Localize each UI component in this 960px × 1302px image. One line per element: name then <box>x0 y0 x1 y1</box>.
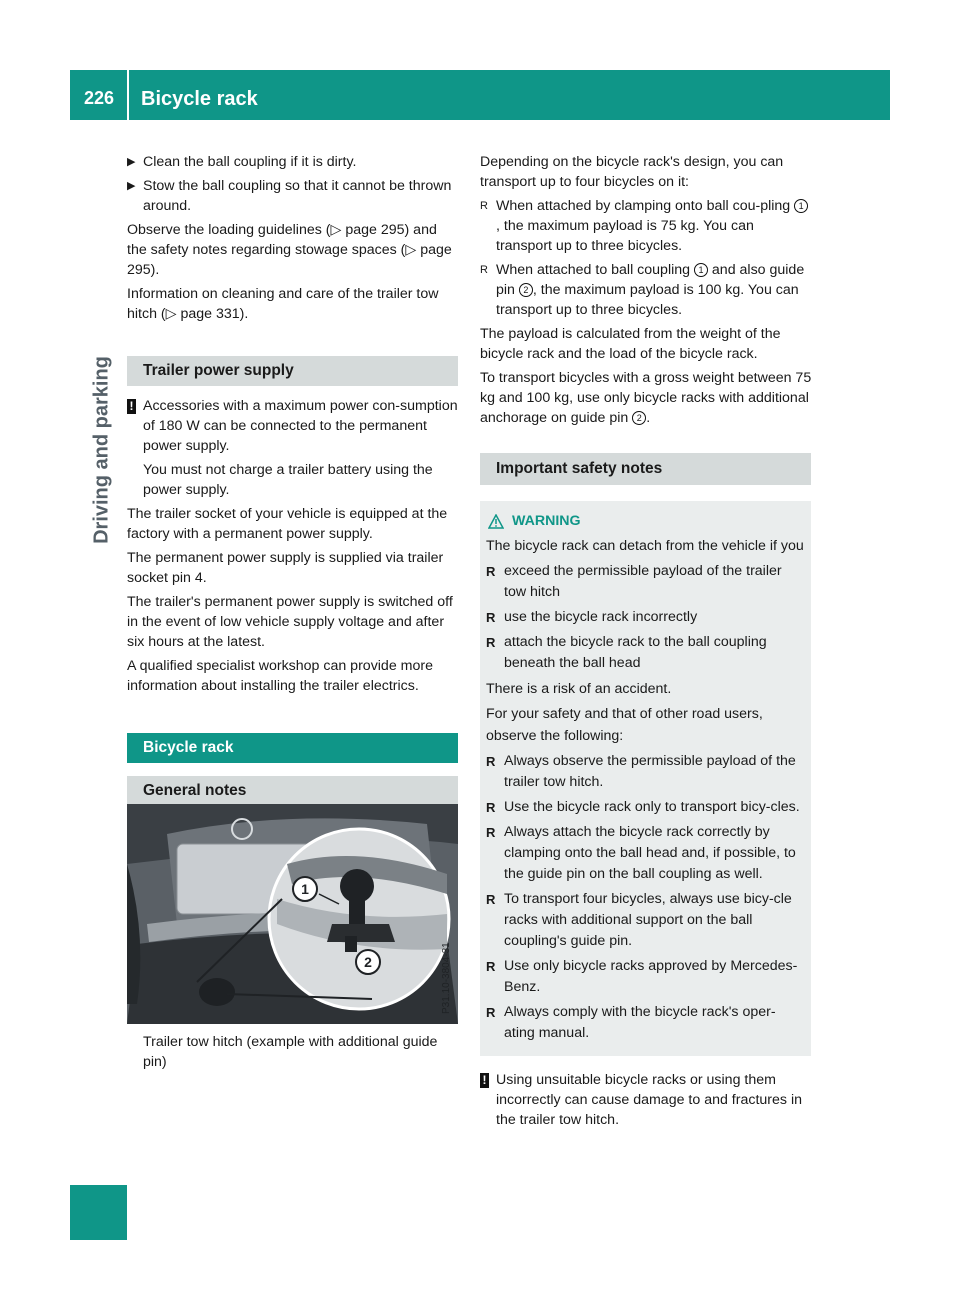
warning-box <box>480 501 811 1056</box>
R-bullet-icon: R <box>486 635 496 650</box>
figure-caption: Trailer tow hitch (example with additional guide pin) <box>143 1034 438 1070</box>
callout-1-icon: 1 <box>694 263 708 277</box>
page-title: Bicycle rack <box>141 88 258 110</box>
warning-intro: The bicycle rack can detach from the vehicle if you <box>486 538 804 554</box>
arrow-right-icon: ▶ <box>127 180 136 192</box>
warning-header <box>486 511 805 531</box>
side-tab-label: Driving and parking <box>90 356 113 544</box>
R-bullet-icon: R <box>480 200 488 212</box>
figure-code: P31.10-3804-31 <box>441 942 452 1014</box>
warning-item: R To transport four bicycles, always use bicy-cle racks with additional support on the ball coupling's guide pin. <box>486 891 792 949</box>
paragraph: The trailer's permanent power supply is switched off in the event of low vehicle supply voltage and after six hours at the latest. <box>127 594 453 650</box>
callout-2: 2 <box>364 954 372 970</box>
warning-item: R Use only bicycle racks approved by Mercedes-Benz. <box>486 958 798 995</box>
warning-item: R Always attach the bicycle rack correctly by clamping onto the ball head and, if possible, to the guide pin on the ball coupling as well. <box>486 824 796 882</box>
safety-section <box>480 453 811 1134</box>
R-bullet-icon: R <box>486 1005 496 1020</box>
R-bullet-icon: R <box>486 800 496 815</box>
note-block: ! Accessories with a maximum power con-sumption of 180 W can be connected to the permanent power supply. <box>127 396 458 456</box>
bicycle-section <box>127 733 458 810</box>
paragraph: The permanent power supply is supplied via trailer socket pin 4. <box>127 550 444 586</box>
warning-item: R use the bicycle rack incorrectly <box>486 607 805 628</box>
R-bullet-icon: R <box>486 564 496 579</box>
final-note: ! Using unsuitable bicycle racks or using them incorrectly can cause damage to and fractures in the trailer tow hitch. <box>480 1070 811 1130</box>
note-text: You must not charge a trailer battery using the power supply. <box>143 462 433 498</box>
bullet-item: R When attached by clamping onto ball cou-pling 1, the maximum payload is 75 kg. You can transport up to three bicycles. <box>480 196 812 256</box>
warning-item: R exceed the permissible payload of the trailer tow hitch <box>486 563 782 600</box>
callout-1: 1 <box>301 881 309 897</box>
paragraph: The payload is calculated from the weight of the bicycle rack and the load of the bicycle rack. <box>480 326 781 362</box>
left-column <box>127 152 460 328</box>
step-item: ▶ Clean the ball coupling if it is dirty. <box>127 154 357 170</box>
arrow-right-icon: ▶ <box>127 156 136 168</box>
R-bullet-icon: R <box>486 825 496 840</box>
callout-1-icon: 1 <box>794 199 808 213</box>
warning-item: R attach the bicycle rack to the ball coupling beneath the ball head <box>486 634 767 671</box>
paragraph: The trailer socket of your vehicle is equipped at the factory with a permanent power supply. <box>127 506 448 542</box>
warning-item: R Use the bicycle rack only to transport bicy-cles. <box>486 797 805 818</box>
right-column <box>480 152 812 432</box>
side-tab-marker <box>70 1185 127 1240</box>
section-heading-bicycle-rack: Bicycle rack <box>127 733 458 763</box>
warning-item: R Always comply with the bicycle rack's oper-ating manual. <box>486 1004 776 1041</box>
warning-label: WARNING <box>512 513 581 529</box>
warning-observe: For your safety and that of other road users, observe the following: <box>486 706 763 744</box>
R-bullet-icon: R <box>486 610 496 625</box>
trailer-hitch-figure <box>127 804 458 1024</box>
paragraph: To transport bicycles with a gross weight between 75 kg and 100 kg, use only bicycle racks with additional anchorage on guide pin 2 . <box>480 370 812 426</box>
callout-2-icon: 2 <box>519 283 533 297</box>
section-heading-safety: Important safety notes <box>480 453 811 485</box>
paragraph: Depending on the bicycle rack's design, you can transport up to four bicycles on it: <box>480 154 784 190</box>
warning-item: R Always observe the permissible payload of the trailer tow hitch. <box>486 753 796 790</box>
trailer-section <box>127 356 458 700</box>
callout-2-icon: 2 <box>632 411 646 425</box>
step-item: ▶ Stow the ball coupling so that it cannot be thrown around. <box>127 178 452 214</box>
trailer-hitch-illustration <box>127 804 458 1024</box>
R-bullet-icon: R <box>486 892 496 907</box>
R-bullet-icon: R <box>486 754 496 769</box>
section-heading: Trailer power supply <box>127 356 458 386</box>
warning-risk: There is a risk of an accident. <box>486 681 672 697</box>
warning-triangle-icon <box>488 514 504 529</box>
paragraph: A qualified specialist workshop can provide more information about installing the trailer electrics. <box>127 658 433 694</box>
header-divider <box>127 70 129 120</box>
bullet-item: R When attached to ball coupling 1 and also guide pin 2 , the maximum payload is 100 kg. You can transport up to three bicycles. <box>480 262 805 318</box>
section-heading-general-notes: General notes <box>127 776 458 806</box>
paragraph: Information on cleaning and care of the trailer tow hitch (▷ page 331). <box>127 286 439 322</box>
R-bullet-icon: R <box>480 264 488 276</box>
exclamation-icon: ! <box>127 399 136 414</box>
paragraph: Observe the loading guidelines (▷ page 295) and the safety notes regarding stowage spaces (▷ page 295). <box>127 222 452 278</box>
page-number: 226 <box>84 88 115 108</box>
side-tab <box>82 350 122 550</box>
R-bullet-icon: R <box>486 959 496 974</box>
exclamation-icon: ! <box>480 1073 489 1088</box>
